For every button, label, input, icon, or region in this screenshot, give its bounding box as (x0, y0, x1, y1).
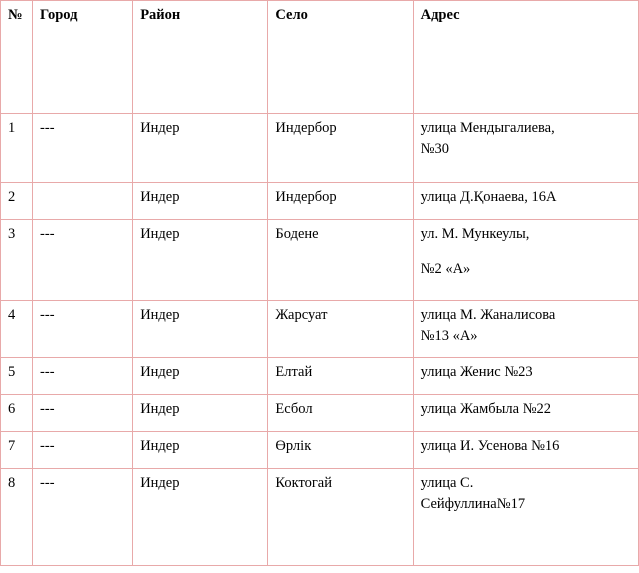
cell-village: Коктогай (268, 469, 413, 566)
cell-address (413, 114, 638, 183)
table-row (1, 358, 639, 395)
address-line: улица Жамбыла №22 (420, 401, 552, 417)
table-row (1, 220, 639, 301)
address-line: улица И. Усенова №16 (420, 438, 560, 454)
cell-district: Индер (133, 220, 268, 301)
cell-village: Өрлік (268, 432, 413, 469)
cell-address (413, 432, 638, 469)
cell-address (413, 301, 638, 358)
cell-address (413, 220, 638, 301)
table-header-row (1, 1, 639, 114)
cell-village: Индербор (268, 183, 413, 220)
cell-number: 3 (1, 220, 33, 301)
cell-district: Индер (133, 114, 268, 183)
cell-number: 6 (1, 395, 33, 432)
cell-city: --- (33, 469, 133, 566)
address-line: улица Д.Қонаева, 16А (420, 189, 557, 205)
address-line: №13 «А» (420, 328, 478, 345)
address-line: улица Женис №23 (420, 364, 533, 380)
table-row (1, 183, 639, 220)
cell-district: Индер (133, 395, 268, 432)
cell-city: --- (33, 220, 133, 301)
cell-city (33, 183, 133, 220)
address-line: №30 (420, 141, 449, 158)
cell-village: Бодене (268, 220, 413, 301)
cell-number: 2 (1, 183, 33, 220)
address-line: ул. М. Мункеулы, (420, 226, 530, 242)
address-line-gap (421, 245, 632, 259)
cell-address (413, 183, 638, 220)
address-line: улица С. (420, 475, 474, 491)
cell-village: Елтай (268, 358, 413, 395)
cell-number: 4 (1, 301, 33, 358)
address-line: Сейфуллина№17 (420, 496, 526, 513)
column-header-number: № (1, 1, 33, 114)
cell-district: Индер (133, 358, 268, 395)
cell-district: Индер (133, 432, 268, 469)
cell-city: --- (33, 432, 133, 469)
column-header-district: Район (133, 1, 268, 114)
cell-city: --- (33, 395, 133, 432)
cell-district: Индер (133, 469, 268, 566)
cell-district: Индер (133, 301, 268, 358)
address-line: улица М. Жаналисова (420, 307, 556, 323)
address-line: улица Мендыгалиева, (420, 120, 555, 136)
cell-district: Индер (133, 183, 268, 220)
column-header-village: Село (268, 1, 413, 114)
cell-number: 1 (1, 114, 33, 183)
table-row (1, 114, 639, 183)
column-header-address: Адрес (413, 1, 638, 114)
cell-address (413, 395, 638, 432)
cell-number: 7 (1, 432, 33, 469)
table-row (1, 301, 639, 358)
cell-number: 5 (1, 358, 33, 395)
cell-address (413, 358, 638, 395)
cell-village: Есбол (268, 395, 413, 432)
table-row (1, 395, 639, 432)
table-row (1, 469, 639, 566)
table-header (1, 1, 639, 114)
cell-city: --- (33, 358, 133, 395)
cell-village: Жарсуат (268, 301, 413, 358)
cell-city: --- (33, 301, 133, 358)
column-header-city: Город (33, 1, 133, 114)
table-row (1, 432, 639, 469)
cell-village: Индербор (268, 114, 413, 183)
cell-address (413, 469, 638, 566)
address-line: №2 «А» (420, 261, 471, 278)
cell-number: 8 (1, 469, 33, 566)
cell-city: --- (33, 114, 133, 183)
table-body (1, 114, 639, 566)
